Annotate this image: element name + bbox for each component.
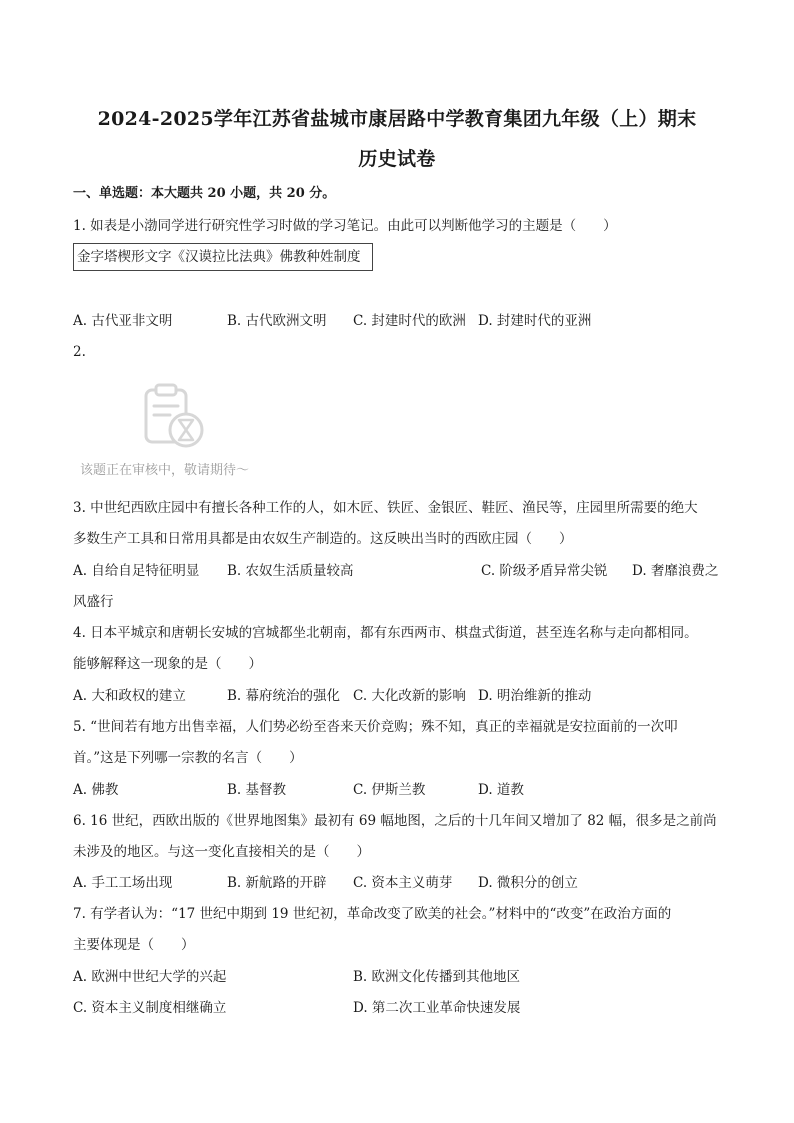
question-6-line1: 6. 16 世纪，西欧出版的《世界地图集》最初有 69 幅地图，之后的十几年间又增加了 82 幅，很多是之前尚 (73, 813, 717, 829)
question-4-option-c: C. 大化改新的影响 (353, 688, 466, 704)
question-7-option-d: D. 第二次工业革命快速发展 (353, 1000, 521, 1016)
question-7-option-c: C. 资本主义制度相继确立 (73, 1000, 227, 1016)
question-7-line2: 主要体现是（ ） (73, 937, 195, 953)
question-1-option-c: C. 封建时代的欧洲 (353, 313, 466, 329)
exam-title-line1: 2024-2025学年江苏省盐城市康居路中学教育集团九年级（上）期末 (97, 108, 697, 130)
question-7-option-a: A. 欧洲中世纪大学的兴起 (73, 969, 227, 985)
exam-title-line2: 历史试卷 (358, 148, 436, 170)
question-5-option-b: B. 基督教 (227, 782, 287, 798)
question-6-option-b: B. 新航路的开辟 (227, 875, 327, 891)
question-3-line2: 多数生产工具和日常用具都是由农奴生产制造的。这反映出当时的西欧庄园（ ） (73, 531, 573, 547)
question-1-option-d: D. 封建时代的亚洲 (478, 313, 592, 329)
question-3-option-d: D. 奢靡浪费之 (632, 563, 719, 579)
question-5-option-c: C. 伊斯兰教 (353, 782, 426, 798)
section-heading: 一、单选题：本大题共 20 小题，共 20 分。 (73, 186, 336, 201)
question-6-option-a: A. 手工工场出现 (73, 875, 173, 891)
question-4-option-d: D. 明治维新的推动 (478, 688, 592, 704)
question-3-line1: 3. 中世纪西欧庄园中有擅长各种工作的人，如木匠、铁匠、金银匠、鞋匠、渔民等，庄园里所需要的绝大 (73, 500, 698, 516)
question-5-option-d: D. 道教 (478, 782, 524, 798)
question-4-option-b: B. 幕府统治的强化 (227, 688, 341, 704)
question-3-option-d-wrap: 风盛行 (73, 594, 114, 610)
question-3-option-b: B. 农奴生活质量较高 (227, 563, 354, 579)
question-1-option-b: B. 古代欧洲文明 (227, 313, 327, 329)
question-3-option-c: C. 阶级矛盾异常尖锐 (481, 563, 608, 579)
question-5-option-a: A. 佛教 (73, 782, 119, 798)
question-6-line2: 未涉及的地区。与这一变化直接相关的是（ ） (73, 844, 370, 860)
question-5-line1: 5. “世间若有地方出售幸福，人们势必纷至沓来天价竞购；殊不知，真正的幸福就是安拉面前的一次叩 (73, 719, 678, 735)
question-3-option-a: A. 自给自足特征明显 (73, 563, 200, 579)
question-5-line2: 首。”这是下列哪一宗教的名言（ ） (73, 750, 303, 766)
question-7-line1: 7. 有学者认为：“17 世纪中期到 19 世纪初，革命改变了欧美的社会。”材料中的“改变”在政治方面的 (73, 906, 672, 922)
question-4-line2: 能够解释这一现象的是（ ） (73, 656, 262, 672)
question-4-option-a: A. 大和政权的建立 (73, 688, 186, 704)
clipboard-hourglass-icon (140, 382, 210, 452)
question-6-option-d: D. 微积分的创立 (478, 875, 578, 891)
question-1-stem: 1. 如表是小渤同学进行研究性学习时做的学习笔记。由此可以判断他学习的主题是（ ） (73, 218, 617, 234)
question-6-option-c: C. 资本主义萌芽 (353, 875, 453, 891)
question-4-line1: 4. 日本平城京和唐朝长安城的宫城都坐北朝南，都有东西两市、棋盘式街道，甚至连名称与走向都相同。 (73, 625, 698, 641)
question-1-option-a: A. 古代亚非文明 (73, 313, 173, 329)
question-7-option-b: B. 欧洲文化传播到其他地区 (353, 969, 521, 985)
question-2-number: 2. (73, 344, 86, 360)
question-1-notes-box: 金字塔楔形文字《汉谟拉比法典》佛教种姓制度 (73, 243, 373, 271)
review-pending-message: 该题正在审核中，敬请期待～ (80, 463, 250, 478)
